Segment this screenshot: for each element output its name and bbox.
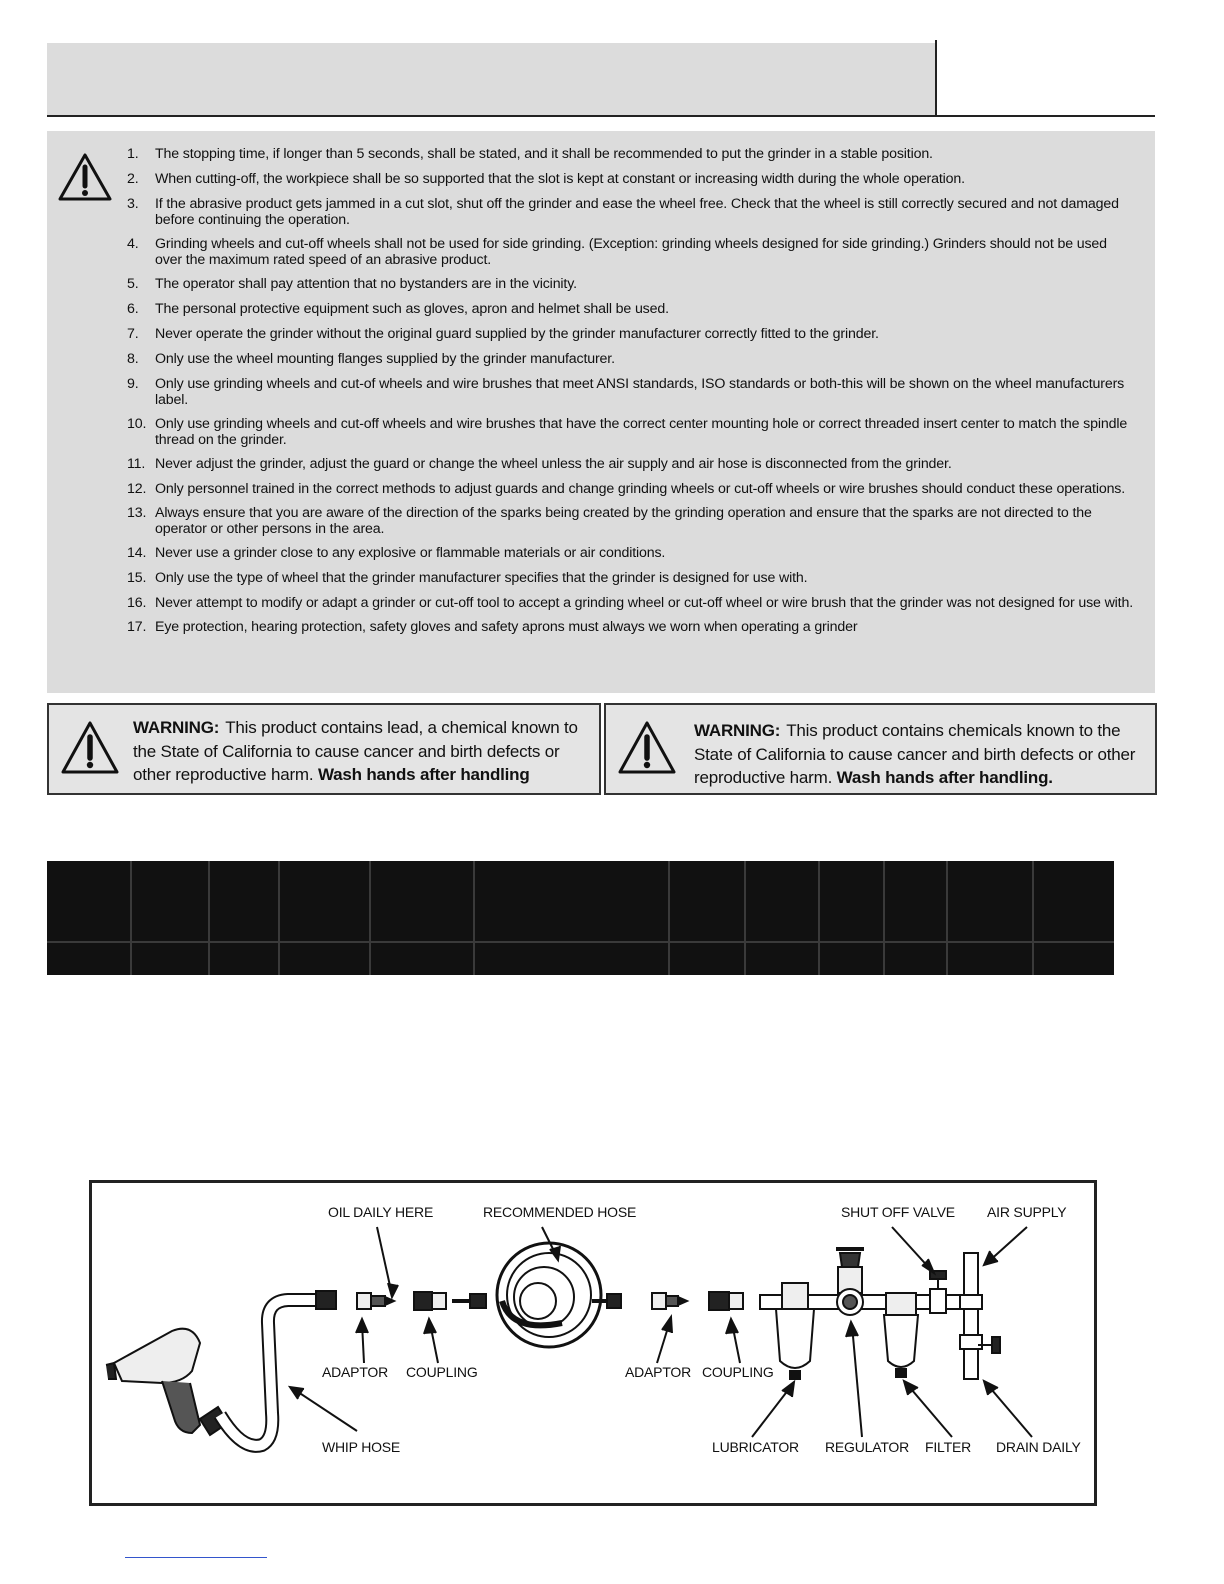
label-lubricator: LUBRICATOR bbox=[712, 1439, 799, 1455]
warning-triangle-icon bbox=[57, 151, 113, 203]
header-rule bbox=[47, 115, 1155, 117]
table-header-cell bbox=[884, 861, 947, 942]
table-cell bbox=[131, 942, 209, 975]
table-cell bbox=[745, 942, 819, 975]
safety-rule: 10. Only use grinding wheels and cut-off wheels and wire brushes that have the correct center mounting hole or correct threaded insert center to match the spindle thread on the grinder. bbox=[127, 416, 1128, 448]
safety-rule: 1. The stopping time, if longer than 5 seconds, shall be stated, and it shall be recommended to put the grinder in a stable position. bbox=[127, 146, 933, 162]
table-cell bbox=[947, 942, 1033, 975]
safety-rule: 5. The operator shall pay attention that no bystanders are in the vicinity. bbox=[127, 276, 577, 292]
label-coupling: COUPLING bbox=[702, 1364, 774, 1380]
air-system-illustration bbox=[92, 1183, 1094, 1503]
table-header-cell bbox=[370, 861, 474, 942]
label-drain-daily: DRAIN DAILY bbox=[996, 1439, 1081, 1455]
table-row bbox=[47, 942, 1114, 975]
safety-rule: 3. If the abrasive product gets jammed in a cut slot, shut off the grinder and ease the wheel free. Check that the wheel is still correctly secured and not damaged before continuing the operation. bbox=[127, 196, 1119, 228]
safety-rule: 16. Never attempt to modify or adapt a grinder or cut-off tool to accept a grinding wheel or cut-off wheel or wire brush that the grinder was not designed for use with. bbox=[127, 595, 1133, 611]
label-adaptor: ADAPTOR bbox=[625, 1364, 692, 1380]
safety-rule: 6. The personal protective equipment such as gloves, apron and helmet shall be used. bbox=[127, 301, 669, 317]
warning-text: WARNING: This product contains chemicals known to the State of California to cause cancer and birth defects or other reproductive harm. Wash hands after handling. bbox=[694, 721, 1136, 787]
label-oil-daily-here: OIL DAILY HERE bbox=[328, 1204, 434, 1220]
warning-text: WARNING: This product contains lead, a chemical known to the State of California to cause cancer and birth defects or other reproductive harm. Wash hands after handling bbox=[133, 718, 578, 784]
table-cell bbox=[474, 942, 669, 975]
table-header-cell bbox=[745, 861, 819, 942]
table-cell bbox=[279, 942, 370, 975]
warning-label: WARNING: bbox=[694, 721, 781, 740]
prop65-warning-lead bbox=[47, 703, 601, 795]
table-header-cell bbox=[947, 861, 1033, 942]
safety-rule: 15. Only use the type of wheel that the grinder manufacturer specifies that the grinder is designed for use with. bbox=[127, 570, 808, 586]
specification-table bbox=[47, 861, 1114, 975]
label-adaptor: ADAPTOR bbox=[322, 1364, 389, 1380]
safety-rule: 4. Grinding wheels and cut-off wheels shall not be used for side grinding. (Exception: grinding wheels designed for side grinding.) Grinders should not be used over the maximum rated speed of an abrasive product. bbox=[127, 236, 1107, 268]
label-air-supply: AIR SUPPLY bbox=[987, 1204, 1067, 1220]
warning-label: WARNING: bbox=[133, 718, 220, 737]
table-header-cell bbox=[669, 861, 745, 942]
footer-link-underline[interactable] bbox=[125, 1557, 267, 1558]
label-recommended-hose: RECOMMENDED HOSE bbox=[483, 1204, 637, 1220]
safety-rule: 17. Eye protection, hearing protection, safety gloves and safety aprons must always we worn when operating a grinder bbox=[127, 619, 858, 635]
label-filter: FILTER bbox=[925, 1439, 971, 1455]
safety-rule: 9. Only use grinding wheels and cut-of wheels and wire brushes that meet ANSI standards, ISO standards or both-this will be shown on the wheel manufacturers label. bbox=[127, 376, 1125, 408]
safety-rule: 2. When cutting-off, the workpiece shall be so supported that the slot is kept at constant or increasing width during the whole operation. bbox=[127, 171, 965, 187]
air-system-diagram bbox=[89, 1180, 1097, 1506]
label-whip-hose: WHIP HOSE bbox=[322, 1439, 401, 1455]
warning-triangle-icon bbox=[616, 719, 678, 777]
safety-rule: 12. Only personnel trained in the correct methods to adjust guards and change grinding wheels or cut-off wheels or wire brushes should conduct these operations. bbox=[127, 481, 1126, 497]
table-header-cell bbox=[474, 861, 669, 942]
prop65-warning-chemicals bbox=[604, 703, 1157, 795]
table-cell bbox=[1033, 942, 1114, 975]
table-header-cell bbox=[131, 861, 209, 942]
label-coupling: COUPLING bbox=[406, 1364, 478, 1380]
header-divider bbox=[935, 40, 937, 117]
safety-rule: 13. Always ensure that you are aware of the direction of the sparks being created by the grinding operation and ensure that the sparks are not directed to the operator or other persons in the area. bbox=[127, 505, 1092, 537]
table-header-row bbox=[47, 861, 1114, 942]
table-header-cell bbox=[279, 861, 370, 942]
header-band bbox=[47, 43, 935, 115]
table-cell bbox=[884, 942, 947, 975]
table-header-cell bbox=[47, 861, 131, 942]
safety-rules-panel bbox=[47, 131, 1155, 693]
safety-rules-list bbox=[127, 146, 1137, 644]
table-header-cell bbox=[209, 861, 279, 942]
safety-rule: 8. Only use the wheel mounting flanges supplied by the grinder manufacturer. bbox=[127, 351, 615, 367]
air-tool-icon bbox=[106, 1329, 228, 1435]
table-cell bbox=[47, 942, 131, 975]
safety-rule: 14. Never use a grinder close to any explosive or flammable materials or air conditions. bbox=[127, 545, 666, 561]
safety-rule: 11. Never adjust the grinder, adjust the guard or change the wheel unless the air supply and air hose is disconnected from the grinder. bbox=[127, 456, 952, 472]
table-cell bbox=[819, 942, 884, 975]
table-cell bbox=[209, 942, 279, 975]
label-regulator: REGULATOR bbox=[825, 1439, 910, 1455]
safety-rule: 7. Never operate the grinder without the original guard supplied by the grinder manufacturer correctly fitted to the grinder. bbox=[127, 326, 879, 342]
table-cell bbox=[669, 942, 745, 975]
table-header-cell bbox=[1033, 861, 1114, 942]
label-shut-off-valve: SHUT OFF VALVE bbox=[841, 1204, 955, 1220]
warning-triangle-icon bbox=[59, 719, 121, 777]
table-cell bbox=[370, 942, 474, 975]
table-header-cell bbox=[819, 861, 884, 942]
